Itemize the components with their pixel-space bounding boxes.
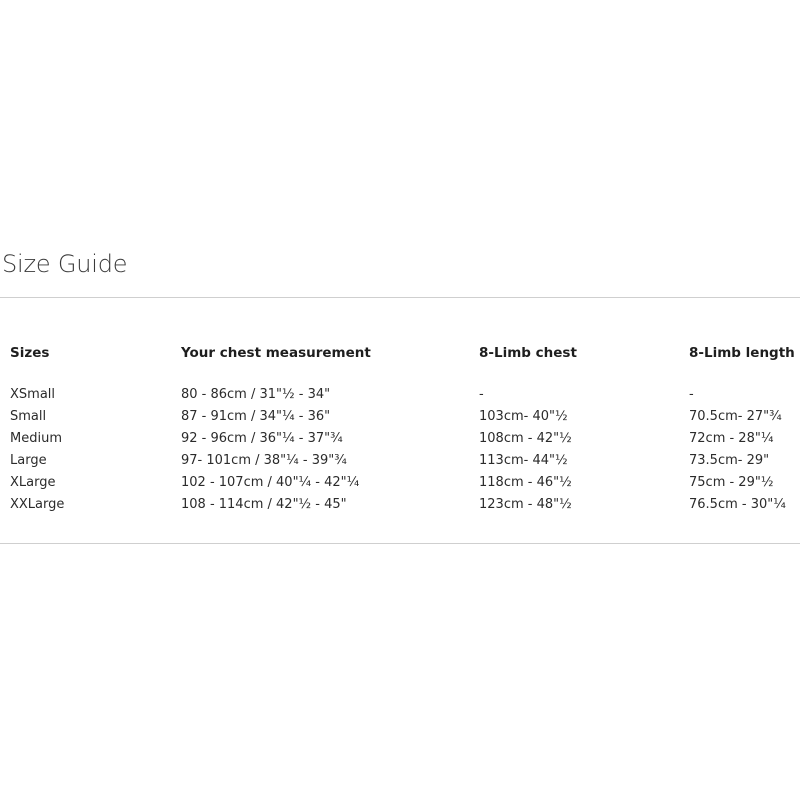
size-cell: Medium (10, 431, 62, 446)
limb-length-cell: - (689, 387, 694, 402)
limb-length-cell: 73.5cm- 29" (689, 453, 770, 468)
limb-chest-cell: 103cm- 40"½ (479, 409, 568, 424)
table-row (0, 384, 800, 406)
page-title: Size Guide (2, 250, 128, 278)
chest-measurement-cell: 80 - 86cm / 31"½ - 34" (181, 387, 331, 402)
limb-chest-cell: 113cm- 44"½ (479, 453, 568, 468)
table-header-row (0, 338, 800, 368)
title-divider (0, 297, 800, 298)
size-cell: XXLarge (10, 497, 65, 512)
size-cell: XSmall (10, 387, 56, 402)
limb-length-cell: 70.5cm- 27"¾ (689, 409, 782, 424)
chest-measurement-cell: 102 - 107cm / 40"¼ - 42"¼ (181, 475, 360, 490)
limb-length-cell: 76.5cm - 30"¼ (689, 497, 786, 512)
chest-measurement-cell: 108 - 114cm / 42"½ - 45" (181, 497, 347, 512)
size-cell: XLarge (10, 475, 56, 490)
limb-length-cell: 75cm - 29"½ (689, 475, 774, 490)
table-row (0, 428, 800, 450)
limb-length-cell: 72cm - 28"¼ (689, 431, 774, 446)
table-row (0, 406, 800, 428)
limb-chest-cell: 108cm - 42"½ (479, 431, 572, 446)
chest-measurement-cell: 92 - 96cm / 36"¼ - 37"¾ (181, 431, 343, 446)
size-cell: Large (10, 453, 47, 468)
size-guide-table (0, 338, 800, 516)
table-row (0, 494, 800, 516)
size-cell: Small (10, 409, 47, 424)
chest-measurement-cell: 97- 101cm / 38"¼ - 39"¾ (181, 453, 347, 468)
header-limb-chest: 8-Limb chest (479, 345, 577, 361)
limb-chest-cell: 123cm - 48"½ (479, 497, 572, 512)
header-limb-length: 8-Limb length (689, 345, 795, 361)
table-row (0, 450, 800, 472)
header-sizes: Sizes (10, 345, 50, 361)
table-row (0, 472, 800, 494)
header-chest-measurement: Your chest measurement (181, 345, 371, 361)
limb-chest-cell: - (479, 387, 484, 402)
limb-chest-cell: 118cm - 46"½ (479, 475, 572, 490)
chest-measurement-cell: 87 - 91cm / 34"¼ - 36" (181, 409, 331, 424)
table-bottom-divider (0, 543, 800, 544)
